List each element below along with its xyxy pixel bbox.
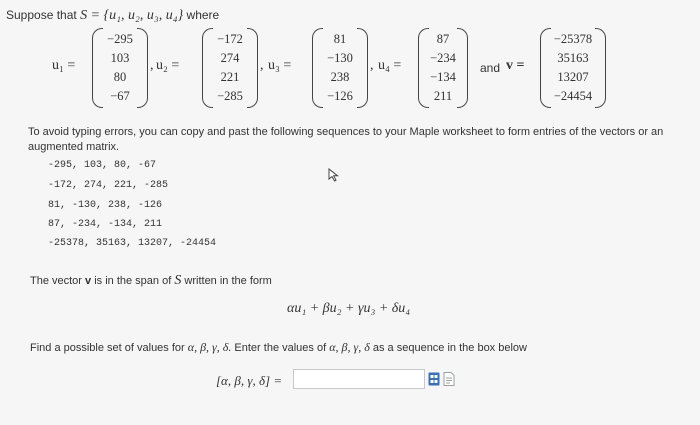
right-paren [137,28,148,108]
vector-entry: −134 [430,70,456,84]
vector-entry: 103 [110,51,130,65]
vector-entry: −126 [327,89,353,103]
vector-entry: 87 [436,32,450,46]
find-statement: Find a possible set of values for α, β, γ, δ. Enter the values of α, β, γ, δ as a sequence in the box below [30,340,527,354]
sequence-line: 81, -130, 238, -126 [48,200,163,211]
vector-entry: −25378 [553,32,593,46]
sequence-line: -295, 103, 80, -67 [48,160,157,171]
answer-label: [α, β, γ, δ] = [216,373,283,388]
vector-entry: 80 [113,70,127,84]
sequence-line: 87, -234, -134, 211 [48,219,163,230]
u1-label: u₁ = [52,58,76,73]
sequence-line: -172, 274, 221, -285 [48,180,169,191]
vector-entry: −67 [110,89,130,103]
vector-entry: 13207 [557,70,589,84]
and-text: and [480,61,501,75]
intro-suffix: where [186,8,220,22]
u2-label: u₂ = [156,58,180,73]
u4-label: u₄ = [378,58,402,73]
instruction-text: To avoid typing errors, you can copy and past the following sequences to your Maple worksheet to form entries of the vectors or an augmented matrix. [28,126,664,153]
vector-u3 [312,28,368,108]
vector-entry: −172 [217,32,243,46]
answer-input[interactable] [293,369,425,389]
symbol-palette-icon[interactable] [428,372,440,386]
vector-entry: −234 [430,51,456,65]
vector-u2 [202,28,258,108]
mouse-pointer-icon [328,168,340,182]
span-statement: The vector v is in the span of S written in the form [30,273,272,288]
vector-entry: 274 [220,51,240,65]
vector-entry: 81 [333,32,347,46]
linear-combination: αu₁ + βu₂ + γu₃ + δu₄ [287,301,411,316]
vector-entry: 211 [433,89,453,103]
vector-v-symbol: v [85,275,92,287]
preview-icon[interactable] [443,372,455,386]
problem-intro [6,8,219,24]
set-symbol: S [174,273,182,288]
vector-entry: −130 [327,51,353,65]
vector-entry: −285 [217,89,243,103]
vector-u1 [92,28,148,108]
intro-prefix: Suppose that [6,8,77,22]
vector-entry: 221 [220,70,240,84]
sequence-line: -25378, 35163, 13207, -24454 [48,238,217,249]
u3-label: u₃ = [268,58,292,73]
vector-v [540,28,606,108]
vector-entry: 238 [330,70,350,84]
vector-entry: −295 [107,32,133,46]
set-expression: S = {u₁, u₂, u₃, u₄} [80,8,184,23]
v-label: v = [506,58,525,73]
vector-u4 [418,28,468,108]
vector-entry: 35163 [557,51,589,65]
vector-entry: −24454 [553,89,593,103]
